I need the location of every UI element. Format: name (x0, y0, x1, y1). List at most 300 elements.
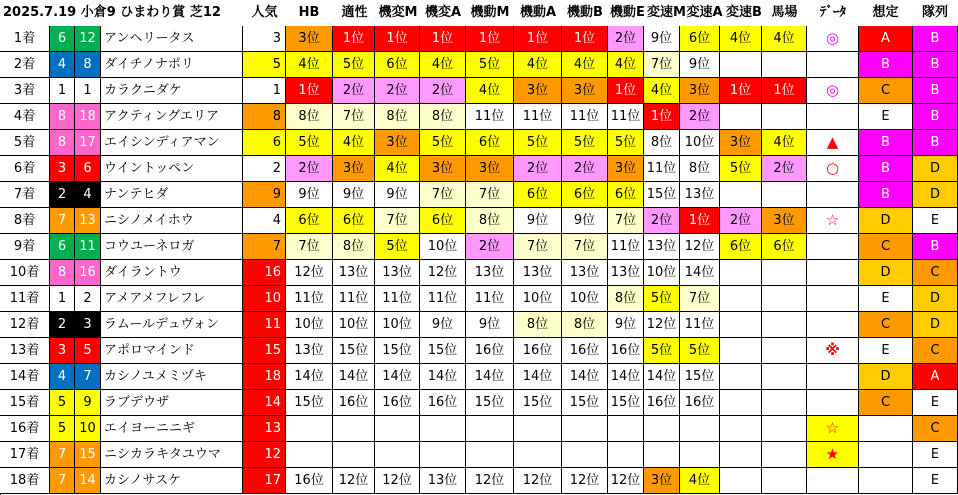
rank-cell: 12位 (286, 260, 333, 286)
rank-cell: 5位 (466, 52, 514, 78)
horse-number: 1 (75, 78, 101, 104)
rank-cell: 12位 (514, 468, 562, 494)
rank-cell: 1位 (644, 104, 680, 130)
rank-cell: 13位 (466, 260, 514, 286)
finish-rank: 12着 (0, 312, 50, 338)
rank-cell: 6位 (762, 234, 807, 260)
rank-cell: 9位 (644, 26, 680, 52)
column-header: 機動E (610, 5, 645, 20)
rank-cell: 7位 (514, 234, 562, 260)
rank-cell: 2位 (420, 78, 466, 104)
rank-cell: 3位 (420, 156, 466, 182)
horse-number: 16 (75, 260, 101, 286)
horse-name: カシノサスケ (101, 468, 243, 494)
rank-cell: 16位 (562, 338, 608, 364)
data-mark (807, 52, 859, 78)
column-header: 適性 (341, 5, 368, 20)
rank-cell: 11位 (608, 234, 644, 260)
data-mark: ※ (807, 338, 859, 364)
rank-cell: 1位 (333, 26, 375, 52)
rank-cell: 6位 (375, 52, 420, 78)
rank-cell (720, 260, 762, 286)
rank-cell (720, 390, 762, 416)
rank-cell: B (913, 130, 958, 156)
finish-rank: 7着 (0, 182, 50, 208)
gate-number: 4 (50, 364, 75, 390)
rank-cell: 4位 (466, 78, 514, 104)
rank-cell: C (913, 416, 958, 442)
rank-cell: 11位 (466, 286, 514, 312)
rank-cell: C (859, 78, 913, 104)
rank-cell: 1位 (286, 78, 333, 104)
rank-cell: 1位 (420, 26, 466, 52)
rank-cell: 15位 (680, 364, 720, 390)
rank-cell (762, 286, 807, 312)
rank-cell: 1位 (608, 78, 644, 104)
horse-number: 3 (75, 312, 101, 338)
popularity: 1 (243, 78, 286, 104)
rank-cell: 2位 (514, 156, 562, 182)
rank-cell: C (859, 234, 913, 260)
data-mark: ▲ (807, 130, 859, 156)
rank-cell: 6位 (608, 182, 644, 208)
horse-number: 14 (75, 468, 101, 494)
gate-number: 2 (50, 312, 75, 338)
column-header: HB (298, 5, 320, 20)
rank-cell: 4位 (762, 26, 807, 52)
finish-rank: 1着 (0, 26, 50, 52)
rank-cell: 15位 (608, 390, 644, 416)
gate-number: 6 (50, 26, 75, 52)
rank-cell: 2位 (375, 78, 420, 104)
rank-cell: 1位 (375, 26, 420, 52)
rank-cell: 8位 (466, 208, 514, 234)
rank-cell: 16位 (466, 338, 514, 364)
rank-cell: 15位 (514, 390, 562, 416)
rank-cell: B (913, 104, 958, 130)
rank-cell (644, 416, 680, 442)
rank-cell: 3位 (562, 78, 608, 104)
rank-cell: 3位 (286, 26, 333, 52)
rank-cell: B (913, 52, 958, 78)
rank-cell: 4位 (375, 156, 420, 182)
rank-cell: 12位 (644, 312, 680, 338)
popularity: 9 (243, 182, 286, 208)
rank-cell: 5位 (562, 130, 608, 156)
column-header: 想定 (872, 5, 899, 20)
rank-cell (375, 416, 420, 442)
rank-cell (720, 416, 762, 442)
rank-cell: 8位 (644, 130, 680, 156)
horse-name: ニシカラキタユウマ (101, 442, 243, 468)
rank-cell: 2位 (680, 104, 720, 130)
rank-cell: 10位 (680, 130, 720, 156)
column-header: 人気 (251, 5, 278, 20)
rank-cell: 6位 (466, 130, 514, 156)
popularity: 17 (243, 468, 286, 494)
column-header: 変速B (726, 5, 762, 20)
rank-cell: 10位 (420, 234, 466, 260)
rank-cell: 2位 (608, 26, 644, 52)
rank-cell (608, 442, 644, 468)
rank-cell: 1位 (514, 26, 562, 52)
rank-cell: 14位 (375, 364, 420, 390)
rank-cell (562, 442, 608, 468)
popularity: 11 (243, 312, 286, 338)
horse-number: 12 (75, 26, 101, 52)
horse-name: ナンテヒダ (101, 182, 243, 208)
rank-cell (859, 442, 913, 468)
rank-cell: 3位 (514, 78, 562, 104)
rank-cell: 11位 (333, 286, 375, 312)
rank-cell: 7位 (680, 286, 720, 312)
horse-number: 6 (75, 156, 101, 182)
rank-cell: 13位 (608, 260, 644, 286)
horse-number: 7 (75, 364, 101, 390)
rank-cell: 8位 (514, 312, 562, 338)
rank-cell (466, 442, 514, 468)
column-header: 隊列 (921, 5, 948, 20)
rank-cell: 4位 (420, 52, 466, 78)
rank-cell (286, 442, 333, 468)
rank-cell: 13位 (375, 260, 420, 286)
rank-cell: B (859, 156, 913, 182)
rank-cell: 4位 (608, 52, 644, 78)
rank-cell: 5位 (720, 156, 762, 182)
horse-name: ウイントッペン (101, 156, 243, 182)
rank-cell: 16位 (514, 338, 562, 364)
finish-rank: 9着 (0, 234, 50, 260)
rank-cell: 5位 (420, 130, 466, 156)
rank-cell: 13位 (420, 468, 466, 494)
gate-number: 8 (50, 130, 75, 156)
rank-cell: 6位 (720, 234, 762, 260)
gate-number: 7 (50, 442, 75, 468)
popularity: 7 (243, 234, 286, 260)
rank-cell: 5位 (644, 338, 680, 364)
horse-number: 10 (75, 416, 101, 442)
rank-cell: 7位 (644, 52, 680, 78)
rank-cell: 3位 (720, 130, 762, 156)
horse-name: ダイラントウ (101, 260, 243, 286)
rank-cell (562, 416, 608, 442)
rank-cell: 1位 (720, 78, 762, 104)
popularity: 18 (243, 364, 286, 390)
gate-number: 5 (50, 390, 75, 416)
rank-cell: 10位 (333, 312, 375, 338)
horse-name: エイヨーニニギ (101, 416, 243, 442)
rank-cell (466, 416, 514, 442)
data-mark: ☆ (807, 416, 859, 442)
rank-cell: 1位 (762, 78, 807, 104)
rank-cell (720, 104, 762, 130)
rank-cell: C (859, 312, 913, 338)
rank-cell: D (859, 364, 913, 390)
rank-cell: 11位 (608, 104, 644, 130)
data-mark (807, 468, 859, 494)
rank-cell: 2位 (720, 208, 762, 234)
rank-cell: 10位 (286, 312, 333, 338)
rank-cell: 12位 (680, 234, 720, 260)
horse-number: 13 (75, 208, 101, 234)
popularity: 10 (243, 286, 286, 312)
gate-number: 8 (50, 260, 75, 286)
race-title: 2025.7.19 小倉9 ひまわり賞 芝12 (3, 5, 221, 20)
rank-cell: 8位 (562, 312, 608, 338)
rank-cell: A (913, 364, 958, 390)
rank-cell: 12位 (608, 468, 644, 494)
rank-cell: 12位 (333, 468, 375, 494)
rank-cell (720, 442, 762, 468)
rank-cell: 8位 (680, 156, 720, 182)
rank-cell (762, 364, 807, 390)
rank-cell: A (859, 26, 913, 52)
horse-name: エイシンディアマン (101, 130, 243, 156)
finish-rank: 8着 (0, 208, 50, 234)
rank-cell: 16位 (286, 468, 333, 494)
popularity: 2 (243, 156, 286, 182)
horse-number: 2 (75, 286, 101, 312)
rank-cell: C (913, 338, 958, 364)
popularity: 5 (243, 52, 286, 78)
popularity: 8 (243, 104, 286, 130)
rank-cell: B (913, 26, 958, 52)
rank-cell (720, 312, 762, 338)
rank-cell: 13位 (286, 338, 333, 364)
rank-cell: 7位 (286, 234, 333, 260)
rank-cell: E (859, 338, 913, 364)
column-header: ﾃﾞｰﾀ (820, 5, 846, 20)
rank-cell: B (859, 182, 913, 208)
rank-cell (375, 442, 420, 468)
column-header: 機動M (470, 5, 510, 20)
rank-cell: 9位 (680, 52, 720, 78)
rank-cell: 4位 (680, 468, 720, 494)
popularity: 13 (243, 416, 286, 442)
rank-cell: 1位 (466, 26, 514, 52)
rank-cell: 11位 (680, 312, 720, 338)
data-mark (807, 286, 859, 312)
horse-number: 4 (75, 182, 101, 208)
rank-cell: 16位 (644, 390, 680, 416)
rank-cell: 13位 (333, 260, 375, 286)
rank-cell: 2位 (762, 156, 807, 182)
horse-number: 18 (75, 104, 101, 130)
rank-cell: C (859, 390, 913, 416)
gate-number: 7 (50, 468, 75, 494)
rank-cell: 7位 (466, 182, 514, 208)
data-mark (807, 364, 859, 390)
finish-rank: 4着 (0, 104, 50, 130)
finish-rank: 13着 (0, 338, 50, 364)
rank-cell (762, 260, 807, 286)
rank-cell: 8位 (333, 234, 375, 260)
rank-cell: 11位 (420, 286, 466, 312)
rank-cell: 16位 (420, 390, 466, 416)
horse-number: 8 (75, 52, 101, 78)
horse-name: アクティングエリア (101, 104, 243, 130)
rank-cell: 15位 (375, 338, 420, 364)
rank-cell: 3位 (644, 468, 680, 494)
rank-cell: 14位 (514, 364, 562, 390)
rank-cell: 8位 (286, 104, 333, 130)
rank-cell: 13位 (644, 234, 680, 260)
rank-cell: 15位 (420, 338, 466, 364)
rank-cell: 5位 (644, 286, 680, 312)
gate-number: 1 (50, 286, 75, 312)
rank-cell: 12位 (466, 468, 514, 494)
rank-cell: 4位 (333, 130, 375, 156)
rank-cell: B (913, 78, 958, 104)
finish-rank: 17着 (0, 442, 50, 468)
rank-cell: B (859, 130, 913, 156)
data-mark: ☆ (807, 208, 859, 234)
column-header: 機動A (519, 5, 557, 20)
column-header: 変速M (647, 5, 686, 20)
rank-cell: 8位 (608, 286, 644, 312)
popularity: 6 (243, 130, 286, 156)
rank-cell: 9位 (375, 182, 420, 208)
rank-cell: D (859, 260, 913, 286)
rank-cell: 5位 (375, 234, 420, 260)
rank-cell: 7位 (420, 182, 466, 208)
horse-name: コウユーネロガ (101, 234, 243, 260)
rank-cell: 5位 (286, 130, 333, 156)
column-header: 機変A (424, 5, 462, 20)
rank-cell (762, 52, 807, 78)
rank-cell: 9位 (608, 312, 644, 338)
rank-cell (420, 416, 466, 442)
rank-cell: 3位 (333, 156, 375, 182)
rank-cell: 16位 (333, 390, 375, 416)
finish-rank: 5着 (0, 130, 50, 156)
rank-cell: 15位 (466, 390, 514, 416)
rank-cell: 2位 (333, 78, 375, 104)
rank-cell: 5位 (680, 338, 720, 364)
finish-rank: 2着 (0, 52, 50, 78)
rank-cell (644, 442, 680, 468)
rank-cell: 3位 (466, 156, 514, 182)
horse-number: 17 (75, 130, 101, 156)
rank-cell: 6位 (286, 208, 333, 234)
finish-rank: 3着 (0, 78, 50, 104)
rank-cell: 15位 (644, 182, 680, 208)
horse-name: アメアメフレフレ (101, 286, 243, 312)
rank-cell (333, 442, 375, 468)
column-header: 機変M (378, 5, 418, 20)
gate-number: 8 (50, 104, 75, 130)
rank-cell: 2位 (562, 156, 608, 182)
rank-cell: 7位 (375, 208, 420, 234)
rank-cell: 4位 (286, 52, 333, 78)
data-mark: ◎ (807, 78, 859, 104)
rank-cell: 16位 (680, 390, 720, 416)
rank-cell: 8位 (420, 104, 466, 130)
rank-cell: D (913, 156, 958, 182)
rank-cell: 4位 (720, 26, 762, 52)
popularity: 14 (243, 390, 286, 416)
rank-cell (720, 286, 762, 312)
rank-cell (762, 390, 807, 416)
rank-cell (514, 442, 562, 468)
rank-cell: 1位 (562, 26, 608, 52)
rank-cell: 9位 (466, 312, 514, 338)
data-mark (807, 234, 859, 260)
rank-cell (420, 442, 466, 468)
rank-cell: 2位 (466, 234, 514, 260)
rank-cell: 6位 (420, 208, 466, 234)
gate-number: 3 (50, 338, 75, 364)
data-mark: ○ (807, 156, 859, 182)
column-header: 変速A (686, 5, 723, 20)
rank-cell: E (913, 390, 958, 416)
rank-cell: D (859, 208, 913, 234)
rank-cell: 15位 (333, 338, 375, 364)
rank-cell: 4位 (514, 52, 562, 78)
data-mark (807, 104, 859, 130)
rank-cell (720, 52, 762, 78)
rank-cell: 9位 (333, 182, 375, 208)
rank-cell: 14位 (286, 364, 333, 390)
rank-cell: 3位 (762, 208, 807, 234)
rank-cell: 3位 (680, 78, 720, 104)
rank-cell: 14位 (562, 364, 608, 390)
popularity: 4 (243, 208, 286, 234)
rank-cell: 6位 (562, 182, 608, 208)
rank-cell (720, 468, 762, 494)
rank-cell: 14位 (608, 364, 644, 390)
rank-cell (762, 182, 807, 208)
rank-cell: B (859, 52, 913, 78)
rank-cell: 14位 (333, 364, 375, 390)
rank-cell: 1位 (680, 208, 720, 234)
horse-name: ニシノメイホウ (101, 208, 243, 234)
rank-cell: 12位 (562, 468, 608, 494)
finish-rank: 15着 (0, 390, 50, 416)
rank-cell: E (859, 286, 913, 312)
rank-cell: E (913, 208, 958, 234)
rank-cell: 10位 (562, 286, 608, 312)
horse-name: カラクニダケ (101, 78, 243, 104)
rank-cell (859, 468, 913, 494)
rank-cell (762, 416, 807, 442)
gate-number: 6 (50, 234, 75, 260)
finish-rank: 10着 (0, 260, 50, 286)
horse-number: 11 (75, 234, 101, 260)
rank-cell: 6位 (680, 26, 720, 52)
rank-cell: 6位 (514, 182, 562, 208)
rank-cell: 9位 (562, 208, 608, 234)
rank-cell: 7位 (562, 234, 608, 260)
rank-cell: 13位 (514, 260, 562, 286)
rank-cell: 5位 (333, 52, 375, 78)
rank-cell: E (859, 104, 913, 130)
rank-cell: 6位 (333, 208, 375, 234)
rank-cell: 5位 (608, 130, 644, 156)
horse-name: ラムールデュヴォン (101, 312, 243, 338)
rank-cell (514, 416, 562, 442)
rank-cell: 10位 (514, 286, 562, 312)
rank-cell: C (913, 260, 958, 286)
rank-cell: 9位 (286, 182, 333, 208)
rank-cell: 4位 (562, 52, 608, 78)
horse-number: 9 (75, 390, 101, 416)
rank-cell: 7位 (333, 104, 375, 130)
rank-cell (762, 312, 807, 338)
rank-cell (762, 104, 807, 130)
gate-number: 5 (50, 416, 75, 442)
data-mark: ◎ (807, 26, 859, 52)
